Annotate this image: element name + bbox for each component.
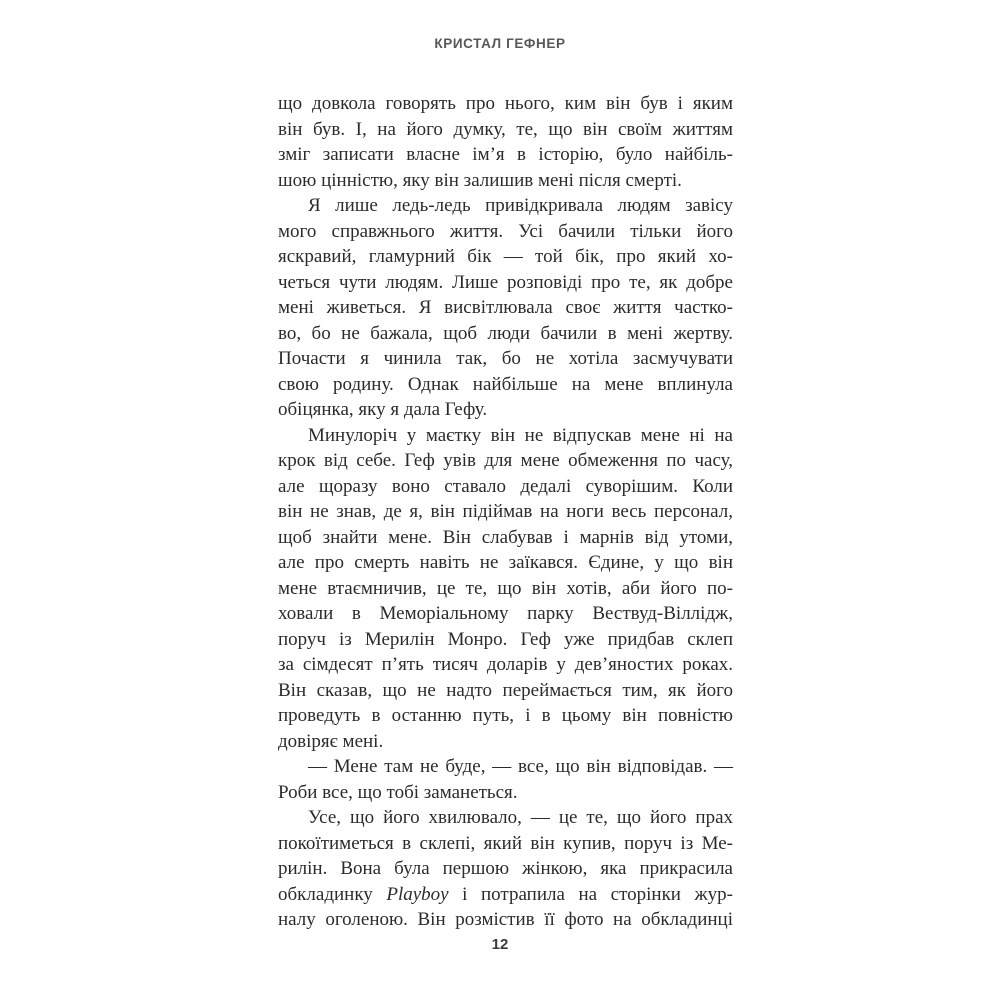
text-line: Почасти я чинила так, бо не хотіла засмучувати bbox=[278, 348, 733, 369]
text-line: Він сказав, що не надто переймається тим, як його bbox=[278, 679, 733, 701]
paragraph bbox=[278, 91, 733, 193]
text-line: обіцянка, яку я дала Гефу. bbox=[278, 399, 488, 420]
running-header: КРИСТАЛ ГЕФНЕР bbox=[434, 36, 566, 51]
text-line: мого справжнього життя. Усі бачили тільки його bbox=[278, 220, 733, 242]
text-line: мене втаємничив, це те, що він хотів, аби його по- bbox=[278, 577, 733, 599]
text-line: четься чути людям. Лише розповіді про те, як добре bbox=[278, 271, 733, 293]
text-line: поруч із Мерилін Монро. Геф уже придбав склеп bbox=[278, 628, 733, 650]
text-line: Я лише ледь-ледь привідкривала людям завісу bbox=[308, 195, 733, 216]
paragraph bbox=[278, 805, 733, 933]
text-line: шою цінністю, яку він залишив мені після смерті. bbox=[278, 169, 682, 191]
text-line: за сімдесят п’ять тисяч доларів у дев’яностих роках. bbox=[278, 654, 733, 675]
text-line: але про смерть навіть не заїкався. Єдине, у що він bbox=[278, 552, 733, 573]
paragraph bbox=[278, 754, 733, 805]
text-line: що довкола говорять про нього, ким він був і яким bbox=[278, 93, 733, 114]
text-line: він не знав, де я, він підіймав на ноги весь персонал, bbox=[278, 501, 733, 522]
text-line: Минулоріч у маєтку він не відпускав мене ні на bbox=[308, 424, 733, 446]
page-number: 12 bbox=[491, 936, 509, 953]
paragraph bbox=[278, 423, 733, 755]
text-line: мені живеться. Я висвітлювала своє життя частко- bbox=[278, 297, 733, 318]
paragraph bbox=[278, 193, 733, 423]
text-line: — Мене там не буде, — все, що він відповідав. — bbox=[308, 756, 733, 777]
text-line: во, бо не бажала, щоб люди бачили в мені жертву. bbox=[278, 322, 733, 344]
text-line: крок від себе. Геф увів для мене обмеження по часу, bbox=[278, 450, 733, 471]
text-line: зміг записати власне ім’я в історію, було найбіль- bbox=[278, 144, 733, 165]
text-line: яскравий, гламурний бік — той бік, про який хо- bbox=[278, 246, 733, 267]
text-block bbox=[278, 91, 733, 933]
text-line: проведуть в останню путь, і в цьому він повністю bbox=[278, 705, 733, 726]
text-line: довіряє мені. bbox=[278, 730, 384, 752]
text-line: ховали в Меморіальному парку Вествуд-Віллідж, bbox=[278, 603, 733, 624]
text-line: свою родину. Однак найбільше на мене вплинула bbox=[278, 373, 733, 395]
text-line: Роби все, що тобі заманеться. bbox=[278, 781, 518, 803]
text-line: налу оголеною. Він розмістив її фото на обкладинці bbox=[278, 909, 733, 930]
text-line: рилін. Вона була першою жінкою, яка прикрасила bbox=[278, 858, 733, 879]
text-line: покоїтиметься в склепі, який він купив, поруч із Ме- bbox=[278, 832, 733, 854]
text-line: він був. І, на його думку, те, що він своїм життям bbox=[278, 118, 733, 140]
text-line: обкладинку Playboy і потрапила на сторінки жур- bbox=[278, 883, 733, 905]
text-line: щоб знайти мене. Він слабував і марнів від утоми, bbox=[278, 526, 733, 548]
text-line: але щоразу воно ставало дедалі суворішим. Коли bbox=[278, 475, 733, 497]
text-line: Усе, що його хвилювало, — це те, що його прах bbox=[308, 807, 733, 828]
